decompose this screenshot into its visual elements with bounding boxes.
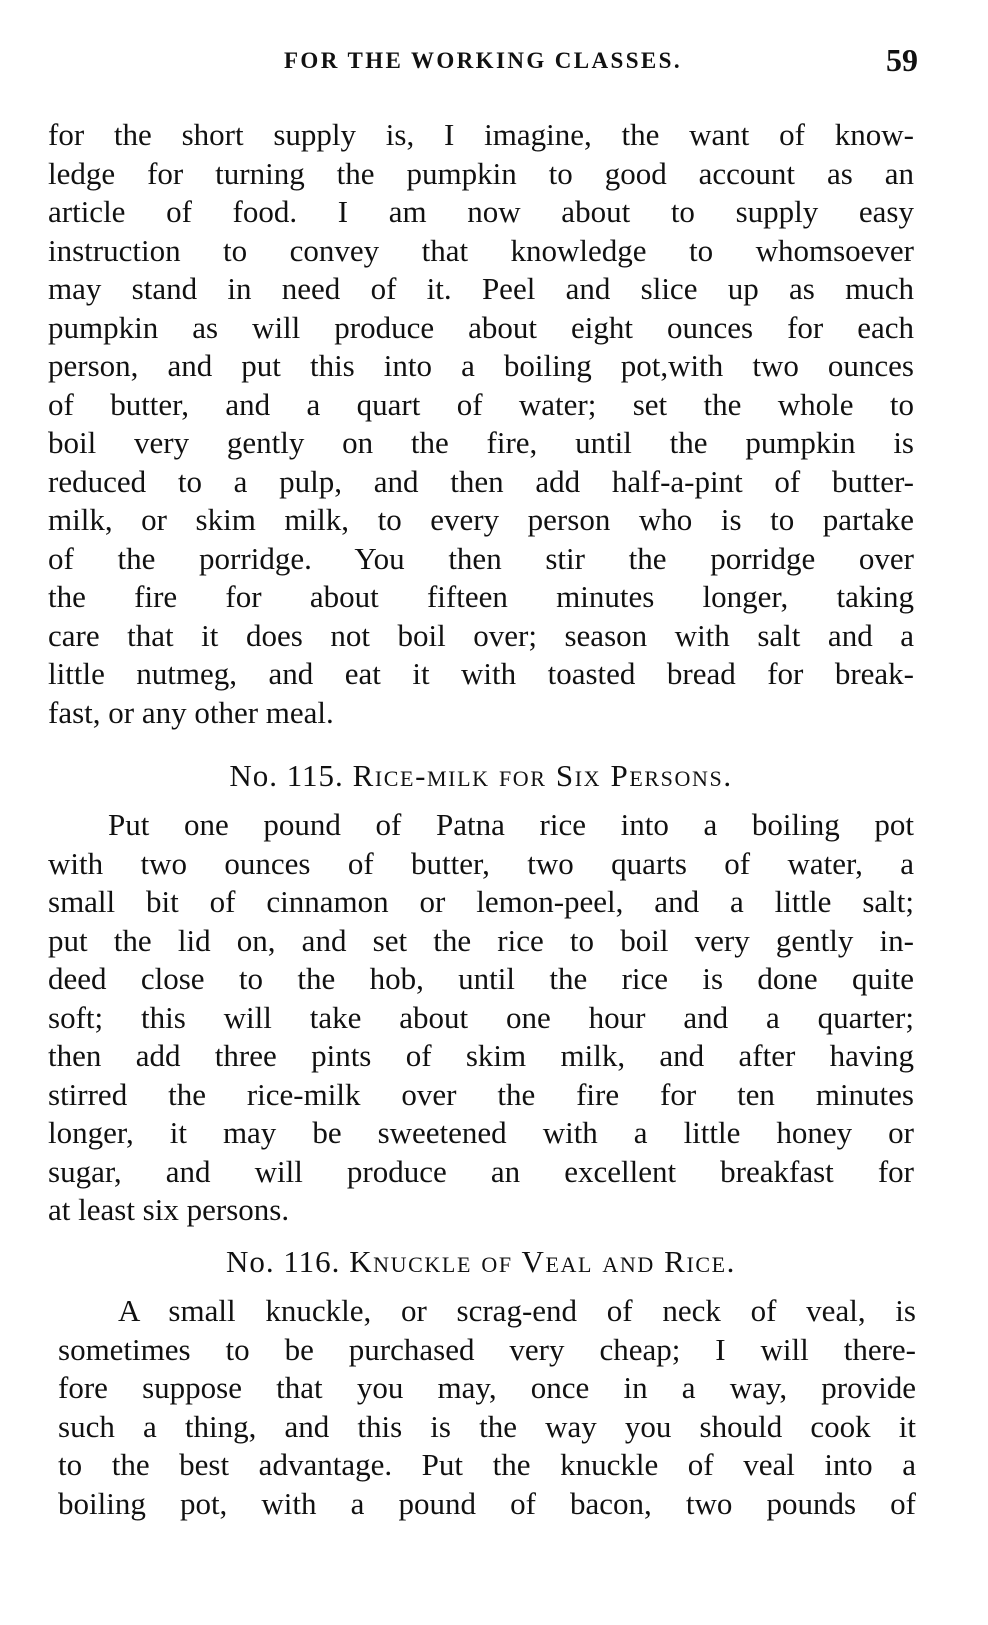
text-line: the fire for about fifteen minutes longer, taking [48,579,914,614]
recipe-number: No. 116. [225,1244,341,1279]
text-line: boil very gently on the fire, until the pumpkin is [48,425,914,460]
text-line: of the porridge. You then stir the porridge over [48,540,914,576]
text-line: little nutmeg, and eat it with toasted bread for break- [48,656,914,691]
text-line: such a thing, and this is the way you should cook it [58,1408,916,1444]
recipe-title: Knuckle of Veal and Rice. [349,1244,737,1279]
text-line: soft; this will take about one hour and a quarter; [48,999,914,1035]
text-line: then add three pints of skim milk, and after having [48,1038,914,1073]
recipe-heading-116 [48,1244,914,1280]
paragraph-knuckle-of-veal [58,1292,916,1523]
text-line: fore suppose that you may, once in a way, provide [58,1370,916,1405]
text-line: Put one pound of Patna rice into a boiling pot [108,807,914,842]
recipe-heading-115 [48,758,914,794]
text-line: to the best advantage. Put the knuckle of veal into a [58,1447,916,1482]
text-line: stirred the rice-milk over the fire for ten minutes [48,1076,914,1112]
text-line: may stand in need of it. Peel and slice up as much [48,271,914,306]
text-line: longer, it may be sweetened with a little honey or [48,1115,914,1150]
running-title: FOR THE WORKING CLASSES. [283,48,682,73]
paragraph-rice-milk [48,806,914,1230]
text-line: person, and put this into a boiling pot,with two ounces [48,348,914,383]
text-line: deed close to the hob, until the rice is done quite [48,961,914,996]
text-line: reduced to a pulp, and then add half-a-pint of butter- [48,463,914,499]
text-line: ledge for turning the pumpkin to good account as an [48,155,914,191]
text-line: for the short supply is, I imagine, the want of know- [48,117,914,152]
text-line: instruction to convey that knowledge to whomsoever [48,232,914,268]
text-line: at least six persons. [48,1192,290,1227]
recipe-number: No. 115. [229,758,344,793]
text-line: sometimes to be purchased very cheap; I will there- [58,1331,916,1367]
text-line: fast, or any other meal. [48,694,334,730]
paragraph-pumpkin-porridge [48,116,914,732]
running-header [48,42,918,82]
text-line: of butter, and a quart of water; set the whole to [48,386,914,422]
text-line: milk, or skim milk, to every person who is to partake [48,502,914,537]
page-number: 59 [886,42,918,78]
text-line: A small knuckle, or scrag-end of neck of veal, is [118,1293,916,1328]
text-line: care that it does not boil over; season with salt and a [48,617,914,653]
text-line: pumpkin as will produce about eight ounces for each [48,309,914,345]
text-line: sugar, and will produce an excellent breakfast for [48,1153,914,1189]
text-line: small bit of cinnamon or lemon-peel, and a little salt; [48,884,914,919]
recipe-title: Rice-milk for Six Persons. [352,758,733,793]
text-line: article of food. I am now about to supply easy [48,194,914,229]
text-line: boiling pot, with a pound of bacon, two pounds of [58,1485,916,1521]
text-line: with two ounces of butter, two quarts of water, a [48,845,914,881]
text-line: put the lid on, and set the rice to boil very gently in- [48,922,914,958]
